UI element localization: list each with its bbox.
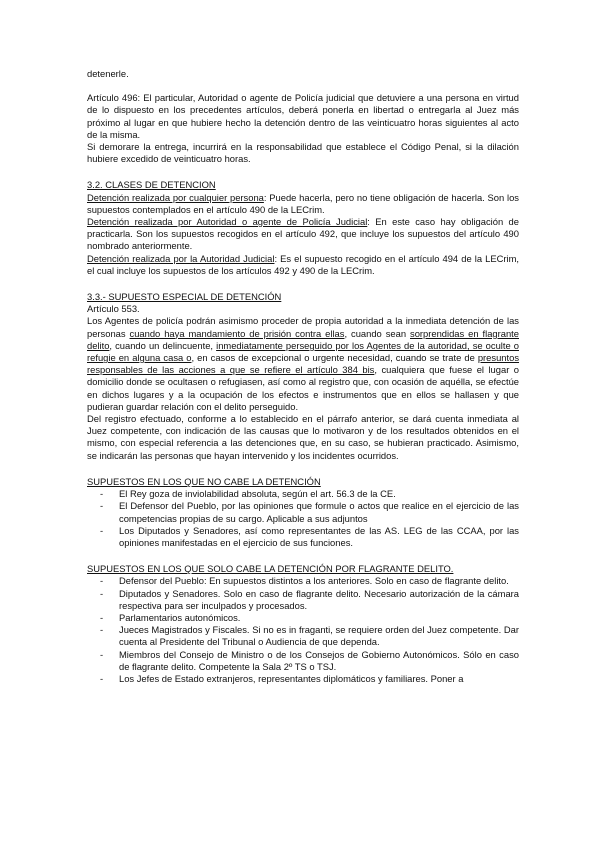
carryover-text: detenerle. xyxy=(87,68,129,79)
article-553-title: Artículo 553. xyxy=(87,303,140,315)
list-item-text: El Rey goza de inviolabilidad absoluta, según el art. 56.3 de la CE. xyxy=(119,488,396,500)
p1-text-3: , cuando un delincuente, xyxy=(109,339,217,351)
list-item-text: Miembros del Consejo de Ministro o de los Consejos de Gobierno Autonómicos. Sólo en caso de flagrante delito. Competente la Sala 2º TS o TSJ. xyxy=(119,648,519,672)
flagrante-list xyxy=(87,575,519,685)
list-item xyxy=(87,649,519,673)
section-3-3-heading: 3.3.- SUPUESTO ESPECIAL DE DETENCIÓN xyxy=(87,291,282,303)
list-item xyxy=(87,525,519,549)
detention-type-2-text: : En este caso hay obligación de practicarla. Son los supuestos recogidos en el artículo 492, que incluye los supuestos del artículo 490 nombrado anteriormente. xyxy=(87,216,519,252)
p1-text-2: , cuando sean xyxy=(344,327,410,339)
dash-bullet: - xyxy=(100,624,104,636)
document-page xyxy=(87,68,519,685)
list-item xyxy=(87,488,519,500)
dash-bullet: - xyxy=(100,488,104,500)
list-item-text: Diputados y Senadores. Solo en caso de flagrante delito. Necesario autorización de la cámara respectiva para ser inculpados y procesados. xyxy=(119,587,519,611)
flagrante-heading: SUPUESTOS EN LOS QUE SOLO CABE LA DETENCIÓN POR FLAGRANTE DELITO. xyxy=(87,563,454,575)
section-3-2-heading: 3.2. CLASES DE DETENCION xyxy=(87,179,216,191)
detention-type-1 xyxy=(87,192,519,216)
dash-bullet: - xyxy=(100,648,104,660)
p1-text-1: Los Agentes de policía podrán asimismo proceder de propia autoridad a la inmediata detención de las personas xyxy=(87,315,519,339)
p1-text-4: , en casos de excepcional o urgente necesidad, cuando se trate de xyxy=(191,352,478,364)
detention-type-3 xyxy=(87,253,519,277)
article-496: Artículo 496: El particular, Autoridad o agente de Policía judicial que detuviere a una persona en virtud de lo dispuesto en los precedentes artículos, deberá ponerla en libertad o entregarla al Juez más próximo al lugar en que hubiere hecho la detención dentro de las veinticuatro horas siguientes al acto de la misma. xyxy=(87,92,519,140)
dash-bullet: - xyxy=(100,500,104,512)
dash-bullet: - xyxy=(100,575,104,587)
detention-type-1-text: : Puede hacerla, pero no tiene obligación de hacerla. Son los supuestos contemplados en el artículo 490 de la LECrim. xyxy=(87,191,519,215)
p1-underline-2: sorprendidas en flagrante delito xyxy=(87,327,519,351)
list-item xyxy=(87,612,519,624)
list-item xyxy=(87,588,519,612)
list-item-text: Defensor del Pueblo: En supuestos distintos a los anteriores. Solo en caso de flagrante delito. xyxy=(119,575,509,587)
p1-underline-4: presuntos responsables de las acciones a que se refiere el artículo 384 bis xyxy=(87,352,520,376)
detention-type-2 xyxy=(87,216,519,253)
no-detention-list xyxy=(87,488,519,549)
p1-text-5: , cualquiera que fuese el lugar o domicilio donde se ocultasen o refugiasen, así como al registro que, con ocasión de aquélla, se efectúe en dichos lugares y a la ocupación de los efectos e instrumentos que en ellos se hallasen y que pudieran guardar relación con el delito perseguido. xyxy=(87,364,519,412)
p1-underline-3: inmediatamente perseguido por los Agentes de la autoridad, se oculte o refugie en alguna casa o xyxy=(87,339,519,364)
list-item-text: Los Diputados y Senadores, así como representantes de las AS. LEG de las CCAA, por las opiniones manifestadas en el ejercicio de sus funciones. xyxy=(119,524,519,548)
list-item xyxy=(87,575,519,587)
list-item-text: Los Jefes de Estado extranjeros, representantes diplomáticos y familiares. Poner a xyxy=(119,672,464,684)
list-item-text: Jueces Magistrados y Fiscales. Si no es in fraganti, se requiere orden del Juez competente. Dar cuenta al Presidente del Tribunal o Audiencia de que dependa. xyxy=(119,624,519,648)
list-item xyxy=(87,500,519,524)
article-553-paragraph-1 xyxy=(87,315,519,413)
dash-bullet: - xyxy=(100,524,104,536)
list-item-text: Parlamentarios autonómicos. xyxy=(119,611,241,623)
p1-underline-1: cuando haya mandamiento de prisión contra ellas xyxy=(129,327,345,339)
list-item xyxy=(87,673,519,685)
article-553-paragraph-2: Del registro efectuado, conforme a lo establecido en el párrafo anterior, se dará cuenta inmediata al Juez competente, con indicación de las causas que lo motivaron y de los resultados obtenidos en el mismo, con especial referencia a las detenciones que, en su caso, se hubieran practicado. Asimismo, se indicarán las personas que hayan intervenido y los incidentes ocurridos. xyxy=(87,413,519,461)
detention-type-2-lead: Detención realizada por Autoridad o agente de Policía Judicial xyxy=(87,216,368,228)
list-item xyxy=(87,624,519,648)
dash-bullet: - xyxy=(100,611,104,623)
detention-type-1-lead: Detención realizada por cualquier persona xyxy=(87,191,264,203)
no-detention-heading: SUPUESTOS EN LOS QUE NO CABE LA DETENCIÓN xyxy=(87,475,321,487)
list-item-text: El Defensor del Pueblo, por las opiniones que formule o actos que realice en el ejercicio de las competencias propias de su cargo. Aplicable a sus adjuntos xyxy=(119,500,519,524)
detention-type-3-text: : Es el supuesto recogido en el artículo 494 de la LECrim, el cual incluye los supuestos de los artículos 492 y 490 de la LECrim. xyxy=(87,252,519,276)
detention-type-3-lead: Detención realizada por la Autoridad Judicial xyxy=(87,252,275,264)
dash-bullet: - xyxy=(100,672,104,684)
dash-bullet: - xyxy=(100,587,104,599)
article-496-cont: Si demorare la entrega, incurrirá en la responsabilidad que establece el Código Penal, si la dilación hubiere excedido de veinticuatro horas. xyxy=(87,141,519,165)
